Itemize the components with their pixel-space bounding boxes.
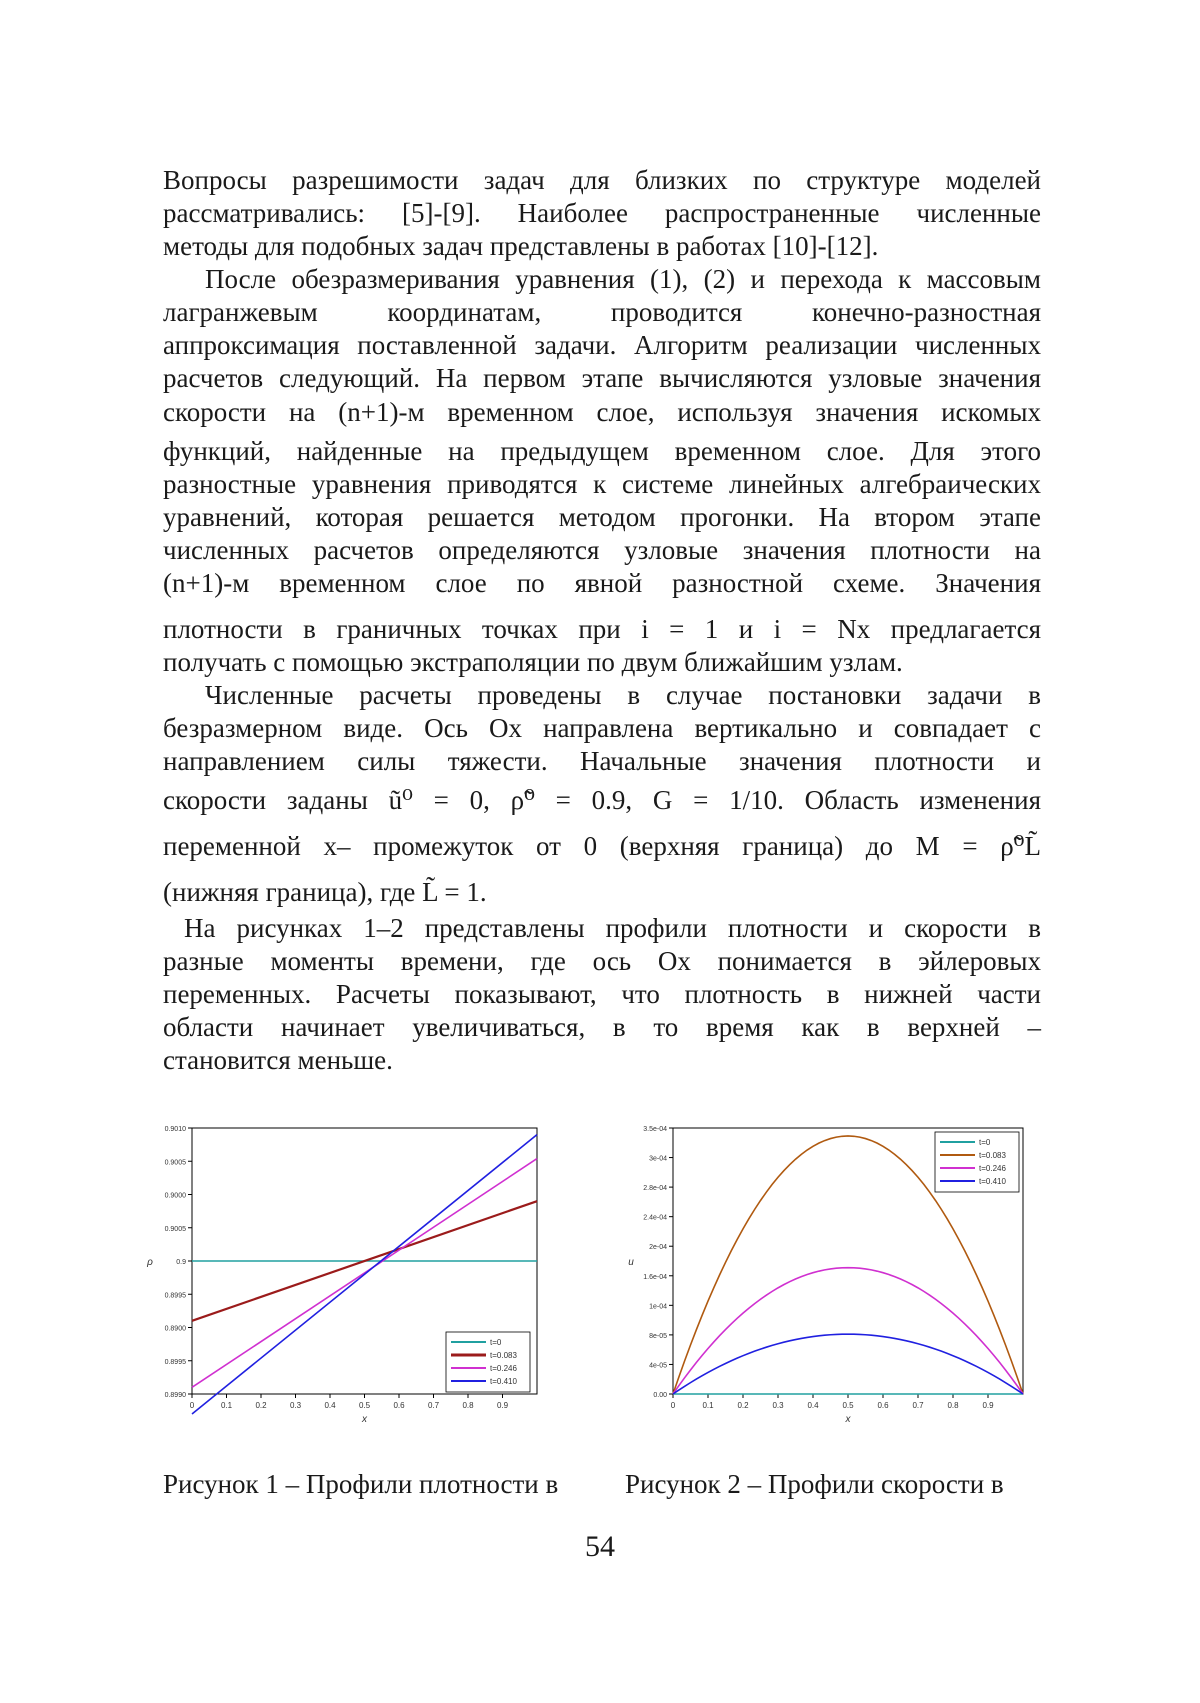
text-line: аппроксимация поставленной задачи. Алгоритм реализации численных (163, 330, 1041, 360)
legend-label: t=0.410 (979, 1177, 1006, 1186)
y-tick-label: 0.8995 (164, 1358, 186, 1366)
y-tick-label: 3e-04 (649, 1155, 667, 1163)
text-line: становится меньше. (163, 1045, 393, 1075)
figure-2-caption: Рисунок 2 – Профили скорости в (625, 1469, 1004, 1499)
legend-label: t=0.410 (490, 1377, 517, 1386)
text-line: Вопросы разрешимости задач для близких по структуре моделей (163, 165, 1041, 195)
legend-label: t=0.246 (979, 1164, 1006, 1173)
y-tick-label: 8e-05 (649, 1332, 667, 1340)
x-tick-label: 0.4 (807, 1401, 819, 1410)
text-line: скорости на (n+1)-м временном слое, используя значения искомых (163, 397, 1041, 427)
x-tick-label: 0.5 (358, 1401, 371, 1410)
x-tick-label: 0.2 (255, 1401, 267, 1410)
text-line: (нижняя граница), где L̃ = 1. (163, 877, 487, 907)
text-line: разностные уравнения приводятся к системе линейных алгебраических (163, 469, 1041, 499)
y-tick-label: 0.9000 (164, 1192, 186, 1200)
series-line (673, 1334, 1023, 1394)
text-line: функций, найденные на предыдущем временном слое. Для этого (163, 436, 1041, 466)
x-tick-label: 0.8 (462, 1401, 474, 1410)
text-line: получать с помощью экстраполяции по двум ближайшим узлам. (163, 647, 903, 677)
text-line: безразмерном виде. Ось Ox направлена вертикально и совпадает с (163, 713, 1041, 743)
legend-label: t=0 (979, 1138, 991, 1147)
y-tick-label: 1.6e-04 (643, 1273, 667, 1281)
y-tick-label: 0.9 (176, 1259, 186, 1266)
x-tick-label: 0.6 (393, 1401, 405, 1410)
y-tick-label: 3.5e-04 (643, 1126, 667, 1133)
text-line: рассматривались: [5]-[9]. Наиболее распространенные численные (163, 198, 1041, 228)
text-line: разные моменты времени, где ось Ох понимается в эйлеровых (163, 946, 1041, 976)
text-line: плотности в граничных точках при i = 1 и i = Nx предлагается (163, 614, 1041, 644)
x-tick-label: 0 (189, 1401, 195, 1410)
x-tick-label: 0.1 (220, 1401, 233, 1410)
y-tick-label: 0.00 (653, 1392, 667, 1399)
y-tick-label: 0.9005 (164, 1225, 186, 1233)
velocity-chart (615, 1110, 1045, 1450)
text-line: направлением силы тяжести. Начальные значения плотности и (163, 746, 1041, 776)
y-tick-label: 0.9010 (164, 1126, 186, 1133)
x-tick-label: 0.5 (842, 1401, 854, 1410)
y-axis-label: u (628, 1257, 634, 1268)
y-tick-label: 0.8995 (164, 1292, 186, 1300)
y-axis-label: ρ (147, 1257, 153, 1268)
y-tick-label: 0.8990 (164, 1392, 186, 1399)
x-tick-label: 0.6 (877, 1401, 889, 1410)
text-line: Численные расчеты проведены в случае постановки задачи в (205, 680, 1041, 710)
x-tick-label: 0.7 (427, 1401, 440, 1410)
x-axis-label: x (362, 1414, 367, 1425)
x-tick-label: 0.7 (912, 1401, 924, 1410)
text-line: численных расчетов определяются узловые значения плотности на (163, 535, 1041, 565)
legend-label: t=0.083 (979, 1151, 1006, 1160)
y-tick-label: 4e-05 (649, 1362, 667, 1370)
figure-1-caption: Рисунок 1 – Профили плотности в (163, 1469, 559, 1499)
text-line: области начинает увеличиваться, в то время как в верхней – (163, 1012, 1041, 1042)
text-line: (n+1)-м временном слое по явной разностной схеме. Значения (163, 568, 1041, 598)
x-tick-label: 0.8 (947, 1401, 959, 1410)
density-chart (147, 1110, 595, 1450)
text-line: лагранжевым координатам, проводится конечно-разностная (163, 297, 1041, 327)
y-tick-label: 0.8900 (164, 1325, 186, 1333)
y-tick-label: 2.8e-04 (643, 1185, 667, 1193)
x-tick-label: 0.1 (702, 1401, 714, 1410)
x-tick-label: 0.9 (496, 1401, 509, 1410)
text-line: После обезразмеривания уравнения (1), (2) и перехода к массовым (205, 264, 1041, 294)
y-tick-label: 0.9005 (164, 1159, 186, 1167)
text-line: методы для подобных задач представлены в работах [10]-[12]. (163, 231, 879, 261)
x-tick-label: 0.4 (324, 1401, 336, 1410)
text-line: переменной x– промежуток от 0 (верхняя граница) до M = ρ̃⁰L̃ (163, 831, 1041, 861)
y-tick-label: 2.4e-04 (643, 1214, 667, 1222)
legend-label: t=0 (490, 1338, 502, 1347)
x-tick-label: 0 (670, 1401, 676, 1410)
text-line: скорости заданы ũ⁰ = 0, ρ̃⁰ = 0.9, G = 1/10. Область изменения (163, 785, 1041, 815)
text-line: переменных. Расчеты показывают, что плотность в нижней части (163, 979, 1041, 1009)
x-tick-label: 0.9 (982, 1401, 994, 1410)
x-tick-label: 0.2 (737, 1401, 749, 1410)
y-tick-label: 2e-04 (649, 1244, 667, 1252)
x-tick-label: 0.3 (289, 1401, 302, 1410)
text-line: уравнений, которая решается методом прогонки. На втором этапе (163, 502, 1041, 532)
x-axis-label: x (845, 1414, 851, 1425)
legend-label: t=0.083 (490, 1351, 517, 1360)
x-tick-label: 0.3 (772, 1401, 784, 1410)
page-number: 54 (585, 1530, 615, 1563)
series-line (673, 1268, 1023, 1394)
text-line: расчетов следующий. На первом этапе вычисляются узловые значения (163, 363, 1041, 393)
text-line: На рисунках 1–2 представлены профили плотности и скорости в (184, 913, 1041, 943)
legend-label: t=0.246 (490, 1364, 517, 1373)
y-tick-label: 1e-04 (649, 1303, 667, 1311)
